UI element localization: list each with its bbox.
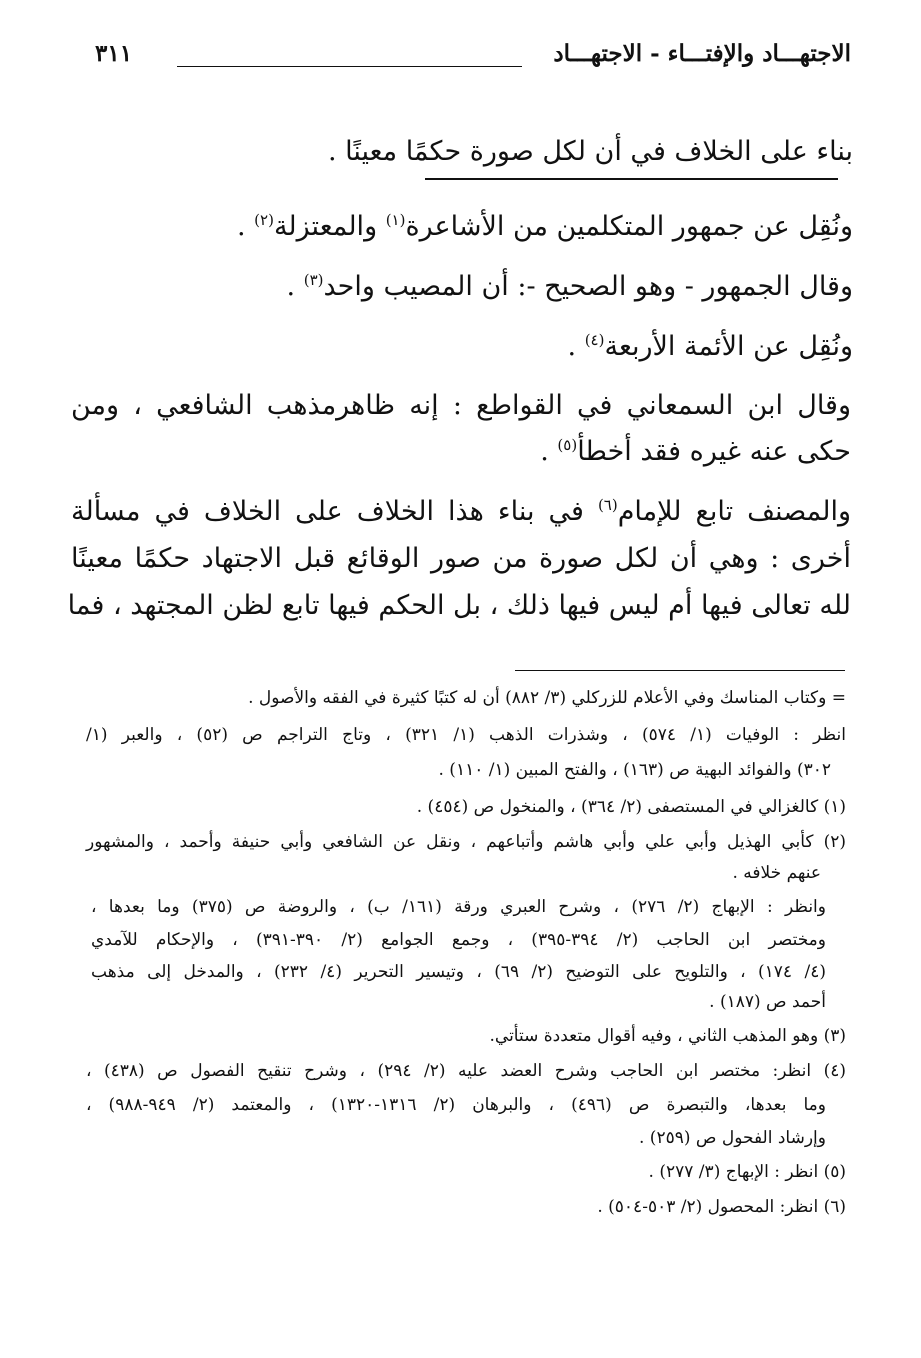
body-line-6 xyxy=(71,430,851,474)
body-line-9: لله تعالى فيها أم ليس فيها ذلك ، بل الحكم فيها تابع لظن المجتهد ، فما xyxy=(67,590,851,621)
footnote-2-refs-1: وانظر : الإبهاج (٢/ ٢٧٦) ، وشرح العبري ورقة (١٦١/ ب) ، والروضة ص (٣٧٥) وما بعدها ، xyxy=(91,897,826,917)
footnote-separator xyxy=(515,670,845,671)
line-7-end: في بناء هذا الخلاف على الخلاف في مسألة xyxy=(71,496,598,527)
body-line-1: بناء على الخلاف في أن لكل صورة حكمًا معينًا . xyxy=(327,136,853,167)
body-line-5: وقال ابن السمعاني في القواطع : إنه ظاهرمذهب الشافعي ، ومن xyxy=(71,390,851,421)
line-2-end: . xyxy=(237,211,255,242)
body-line-3 xyxy=(83,265,853,309)
footnote-3: (٣) وهو المذهب الثاني ، وفيه أقوال متعددة ستأتي. xyxy=(489,1026,846,1046)
line-7-start: والمصنف تابع للإمام xyxy=(617,496,851,527)
footnote-4-cont-1: وما بعدها، والتبصرة ص (٤٩٦) ، والبرهان (٢/ ١٣١٦-١٣٢٠) ، والمعتمد (٢/ ٩٤٩-٩٨٨) ، xyxy=(86,1095,826,1115)
footnote-line-1: = وكتاب المناسك وفي الأعلام للزركلي (٣/ ٨٨٢) أن له كتبًا كثيرة في الفقه والأصول . xyxy=(248,688,846,708)
line-3-end: . xyxy=(286,271,304,302)
footnote-line-2: انظر : الوفيات (١/ ٥٧٤) ، وشذرات الذهب (١/ ٣٢١) ، وتاج التراجم ص (٥٢) ، والعبر (١/ xyxy=(86,725,846,745)
footnote-ref-3[interactable]: (٣) xyxy=(303,271,324,289)
body-line-8: أخرى : وهي أن لكل صورة من صور الوقائع قبل الاجتهاد حكمًا معينًا xyxy=(71,543,851,574)
line-2-mid: والمعتزلة xyxy=(273,211,386,242)
body-line-2 xyxy=(83,205,853,249)
footnote-4: (٤) انظر: مختصر ابن الحاجب وشرح العضد عليه (٢/ ٢٩٤) ، وشرح تنقيح الفصول ص (٤٣٨) ، xyxy=(86,1061,846,1081)
footnote-ref-1[interactable]: (١) xyxy=(385,211,406,229)
underline-rule xyxy=(425,178,838,180)
footnote-ref-2[interactable]: (٢) xyxy=(254,211,274,229)
footnote-ref-5[interactable]: (٥) xyxy=(557,436,578,454)
footnote-5: (٥) انظر : الإبهاج (٣/ ٢٧٧) . xyxy=(648,1162,846,1182)
footnote-6: (٦) انظر: المحصول (٢/ ٥٠٣-٥٠٤) . xyxy=(597,1197,846,1217)
line-4-end: . xyxy=(567,331,585,362)
footnote-2-cont: عنهم خلافه . xyxy=(732,863,821,883)
footnote-ref-4[interactable]: (٤) xyxy=(584,331,605,349)
line-3-text: وقال الجمهور - وهو الصحيح -: أن المصيب واحد xyxy=(323,271,853,302)
footnote-4-cont-2: وإرشاد الفحول ص (٢٥٩) . xyxy=(638,1128,826,1148)
footnote-2-refs-2: ومختصر ابن الحاجب (٢/ ٣٩٤-٣٩٥) ، وجمع الجوامع (٢/ ٣٩٠-٣٩١) ، والإحكام للآمدي xyxy=(91,930,826,950)
line-4-text: ونُقِل عن الأئمة الأربعة xyxy=(604,331,853,362)
footnote-1: (١) كالغزالي في المستصفى (٢/ ٣٦٤) ، والمنخول ص (٤٥٤) . xyxy=(416,797,846,817)
footnote-2-refs-3: (٤/ ١٧٤) ، والتلويح على التوضيح (٢/ ٦٩) ، وتيسير التحرير (٤/ ٢٣٢) ، والمدخل إلى مذهب xyxy=(91,962,826,982)
footnote-2: (٢) كأبي الهذيل وأبي علي وأبي هاشم وأتباعهم ، ونقل عن الشافعي وأبي حنيفة وأحمد ، والمشهور xyxy=(86,832,846,852)
line-2-text: ونُقِل عن جمهور المتكلمين من الأشاعرة xyxy=(405,211,853,242)
footnote-line-3: ٣٠٢) والفوائد البهية ص (١٦٣) ، والفتح المبين (١/ ١١٠) . xyxy=(438,760,831,780)
line-6-text: حكى عنه غيره فقد أخطأ xyxy=(577,436,851,467)
footnote-2-refs-4: أحمد ص (١٨٧) . xyxy=(709,992,826,1012)
running-title: الاجتهـــاد والإفتـــاء - الاجتهـــاد xyxy=(553,40,851,67)
header-rule xyxy=(177,66,522,67)
line-6-end: . xyxy=(540,436,558,467)
page-number: ٣١١ xyxy=(95,40,133,67)
body-line-4 xyxy=(83,325,853,369)
body-line-7 xyxy=(71,490,851,534)
footnote-ref-6[interactable]: (٦) xyxy=(597,496,618,514)
